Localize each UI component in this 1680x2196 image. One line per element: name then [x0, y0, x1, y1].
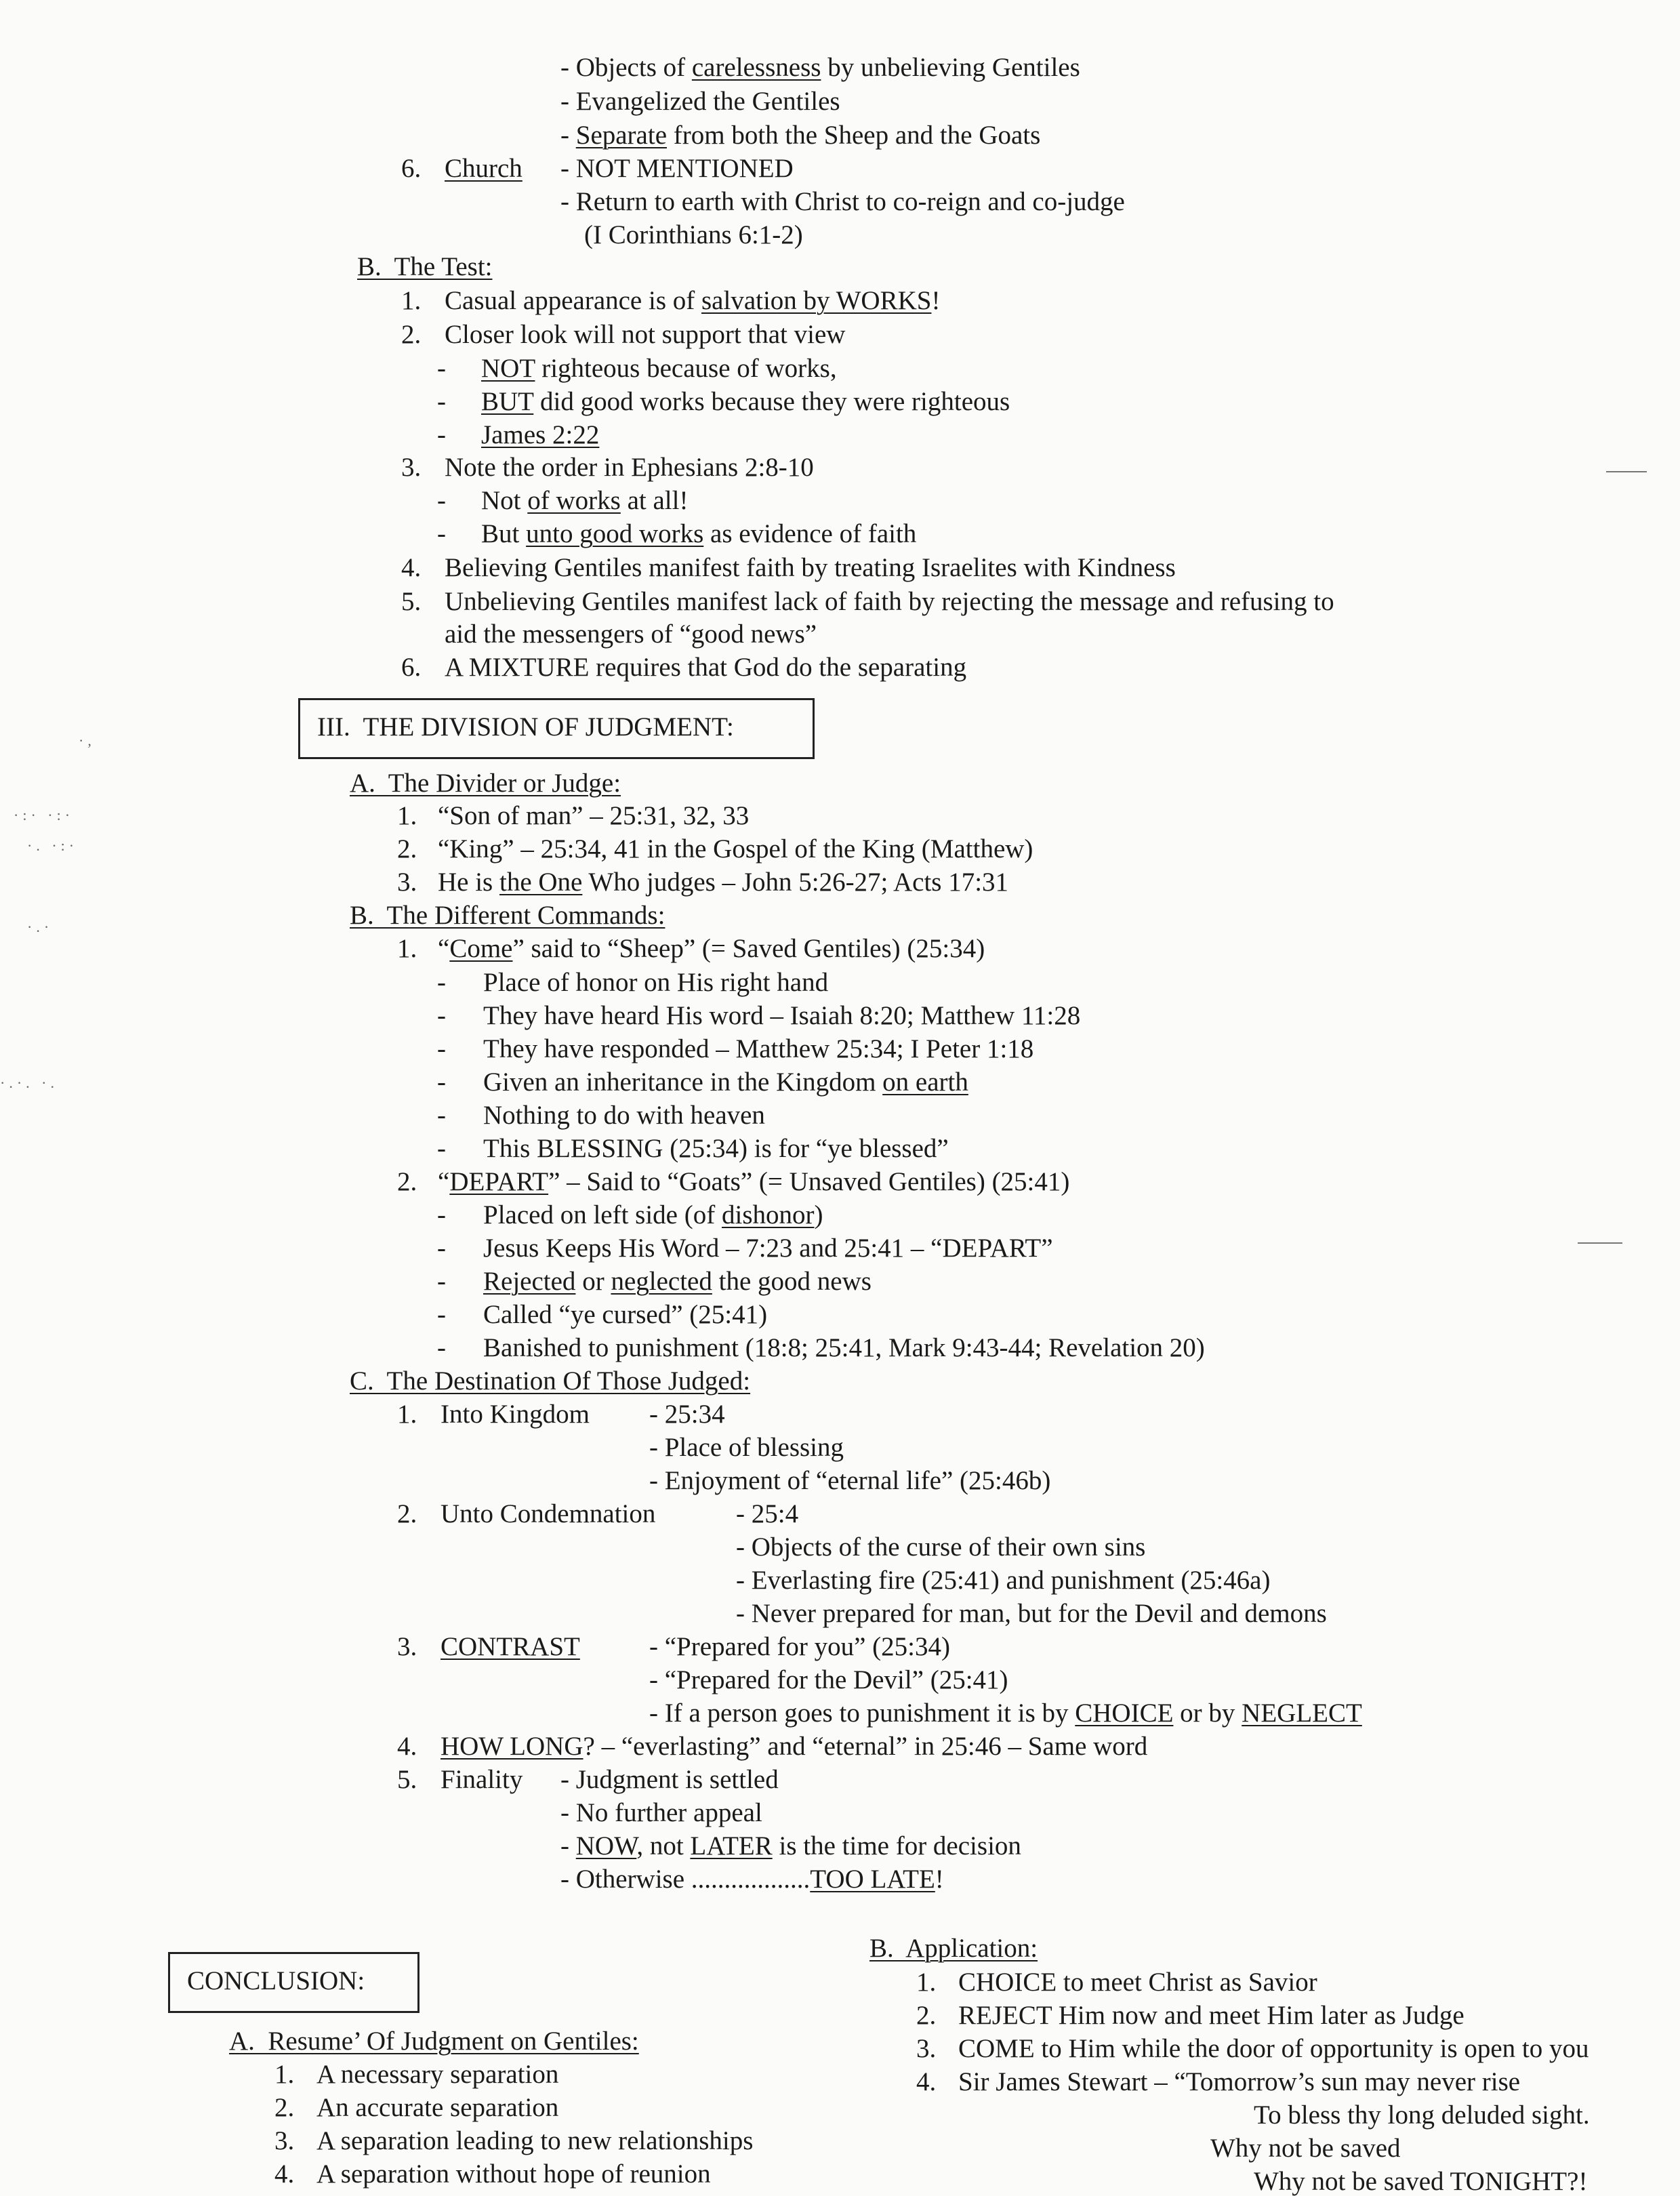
command-1: 1. “Come” said to “Sheep” (= Saved Gentiles) (25:34)	[397, 934, 985, 963]
destination-5-line: - Otherwise ..................TOO LATE!	[560, 1865, 944, 1894]
test-item-1: 1. Casual appearance is of salvation by WORKS!	[401, 286, 941, 315]
destination-2-line: - Everlasting fire (25:41) and punishment (25:46a)	[736, 1566, 1271, 1595]
scan-speck: ·. ·:·	[27, 837, 79, 854]
poem-line: Why not be saved	[1210, 2134, 1401, 2163]
command-1-item: - Place of honor on His right hand	[437, 968, 829, 997]
test-item-5-cont: aid the messengers of “good news”	[445, 619, 817, 649]
command-1-item: - This BLESSING (25:34) is for “ye blessed”	[437, 1134, 949, 1163]
test-item-2c: - James 2:22	[437, 420, 600, 449]
destination-5-line: - No further appeal	[560, 1798, 762, 1827]
application-item: 1. CHOICE to meet Christ as Savior	[916, 1968, 1317, 1997]
application-item: 2. REJECT Him now and meet Him later as Judge	[916, 2001, 1464, 2030]
destination-1-line: - Place of blessing	[649, 1433, 844, 1462]
application-item: 3. COME to Him while the door of opportunity is open to you	[916, 2034, 1589, 2063]
destination-1-line: - Enjoyment of “eternal life” (25:46b)	[649, 1466, 1051, 1495]
destination-2-line: - 25:4	[736, 1499, 799, 1528]
separate-line: - Separate from both the Sheep and the Goats	[560, 121, 1041, 150]
resume-item: 4. A separation without hope of reunion	[274, 2159, 711, 2189]
test-item-2: 2. Closer look will not support that view	[401, 320, 846, 349]
destination-5-label: Finality	[441, 1765, 523, 1794]
divider-heading: A. The Divider or Judge:	[350, 769, 621, 798]
command-1-item: - They have responded – Matthew 25:34; I Peter 1:18	[437, 1034, 1034, 1063]
test-item-4: 4. Believing Gentiles manifest faith by treating Israelites with Kindness	[401, 553, 1176, 582]
command-1-item: - Given an inheritance in the Kingdom on earth	[437, 1068, 968, 1097]
poem-line: To bless thy long deluded sight.	[1254, 2100, 1590, 2130]
objects-careless-line: - Objects of carelessness by unbelieving Gentiles	[560, 53, 1080, 82]
command-2: 2. “DEPART” – Said to “Goats” (= Unsaved Gentiles) (25:41)	[397, 1167, 1070, 1196]
divider-item-1: 1. “Son of man” – 25:31, 32, 33	[397, 801, 750, 830]
scan-speck: ·.·. ·.	[0, 1074, 58, 1091]
poem-line: Why not be saved TONIGHT?!	[1254, 2167, 1588, 2196]
church-number: 6.	[401, 154, 422, 183]
return-line: - Return to earth with Christ to co-reign and co-judge	[560, 187, 1125, 216]
destination-5-number: 5.	[397, 1765, 417, 1794]
command-1-item: - They have heard His word – Isaiah 8:20; Matthew 11:28	[437, 1001, 1081, 1030]
corinthians-ref: (I Corinthians 6:1-2)	[584, 220, 803, 249]
test-item-2a: - NOT righteous because of works,	[437, 354, 837, 383]
destination-1-number: 1.	[397, 1400, 417, 1429]
resume-item: 2. An accurate separation	[274, 2093, 559, 2122]
test-item-3: 3. Note the order in Ephesians 2:8-10	[401, 453, 814, 482]
destination-2-label: Unto Condemnation	[441, 1499, 656, 1528]
church-note: - NOT MENTIONED	[560, 154, 794, 183]
destination-2-line: - Never prepared for man, but for the Devil and demons	[736, 1599, 1327, 1628]
test-heading: B. The Test:	[357, 252, 493, 281]
command-2-item: - Placed on left side (of dishonor)	[437, 1200, 823, 1229]
destination-5-line: - Judgment is settled	[560, 1765, 779, 1794]
destination-5-line: - NOW, not LATER is the time for decision	[560, 1831, 1021, 1860]
commands-heading: B. The Different Commands:	[350, 901, 665, 930]
destination-3-line: - “Prepared for the Devil” (25:41)	[649, 1665, 1008, 1694]
scan-speck: ·,	[79, 732, 96, 749]
destination-4: 4. HOW LONG? – “everlasting” and “eternal” in 25:46 – Same word	[397, 1732, 1148, 1761]
evangelized-line: - Evangelized the Gentiles	[560, 87, 840, 116]
resume-heading: A. Resume’ Of Judgment on Gentiles:	[229, 2027, 639, 2056]
divider-item-3: 3. He is the One Who judges – John 5:26-27; Acts 17:31	[397, 868, 1009, 897]
command-2-item: - Banished to punishment (18:8; 25:41, Mark 9:43-44; Revelation 20)	[437, 1333, 1205, 1362]
destination-1-line: - 25:34	[649, 1400, 725, 1429]
destination-1-label: Into Kingdom	[441, 1400, 590, 1429]
destination-2-number: 2.	[397, 1499, 417, 1528]
scan-speck: ·:· ·:·	[14, 807, 75, 824]
test-item-3a: - Not of works at all!	[437, 486, 689, 515]
command-2-item: - Jesus Keeps His Word – 7:23 and 25:41 – “DEPART”	[437, 1234, 1053, 1263]
test-item-6: 6. A MIXTURE requires that God do the separating	[401, 653, 967, 682]
application-item: 4. Sir James Stewart – “Tomorrow’s sun may never rise	[916, 2067, 1521, 2096]
resume-item: 3. A separation leading to new relationships	[274, 2126, 754, 2155]
destination-3-line: - If a person goes to punishment it is by CHOICE or by NEGLECT	[649, 1699, 1362, 1728]
test-item-2b: - BUT did good works because they were righteous	[437, 387, 1010, 416]
application-heading: B. Application:	[869, 1934, 1038, 1963]
destination-3-line: - “Prepared for you” (25:34)	[649, 1632, 950, 1661]
destination-2-line: - Objects of the curse of their own sins	[736, 1532, 1146, 1562]
test-item-3b: - But unto good works as evidence of faith	[437, 519, 917, 548]
scan-dash	[1606, 471, 1647, 472]
scan-dash	[1578, 1242, 1622, 1244]
test-item-5: 5. Unbelieving Gentiles manifest lack of faith by rejecting the message and refusing to	[401, 587, 1334, 616]
destination-3-number: 3.	[397, 1632, 417, 1661]
destination-3-label: CONTRAST	[441, 1632, 580, 1661]
scan-speck: ·.·	[27, 918, 54, 935]
conclusion-title: CONCLUSION:	[187, 1966, 365, 1995]
church-label: Church	[445, 154, 523, 183]
resume-item: 1. A necessary separation	[274, 2060, 559, 2089]
divider-item-2: 2. “King” – 25:34, 41 in the Gospel of the King (Matthew)	[397, 834, 1033, 863]
command-2-item: - Rejected or neglected the good news	[437, 1267, 872, 1296]
division-title: III. THE DIVISION OF JUDGMENT:	[317, 712, 734, 741]
command-1-item: - Nothing to do with heaven	[437, 1101, 765, 1130]
destination-heading: C. The Destination Of Those Judged:	[350, 1366, 751, 1396]
command-2-item: - Called “ye cursed” (25:41)	[437, 1300, 768, 1329]
